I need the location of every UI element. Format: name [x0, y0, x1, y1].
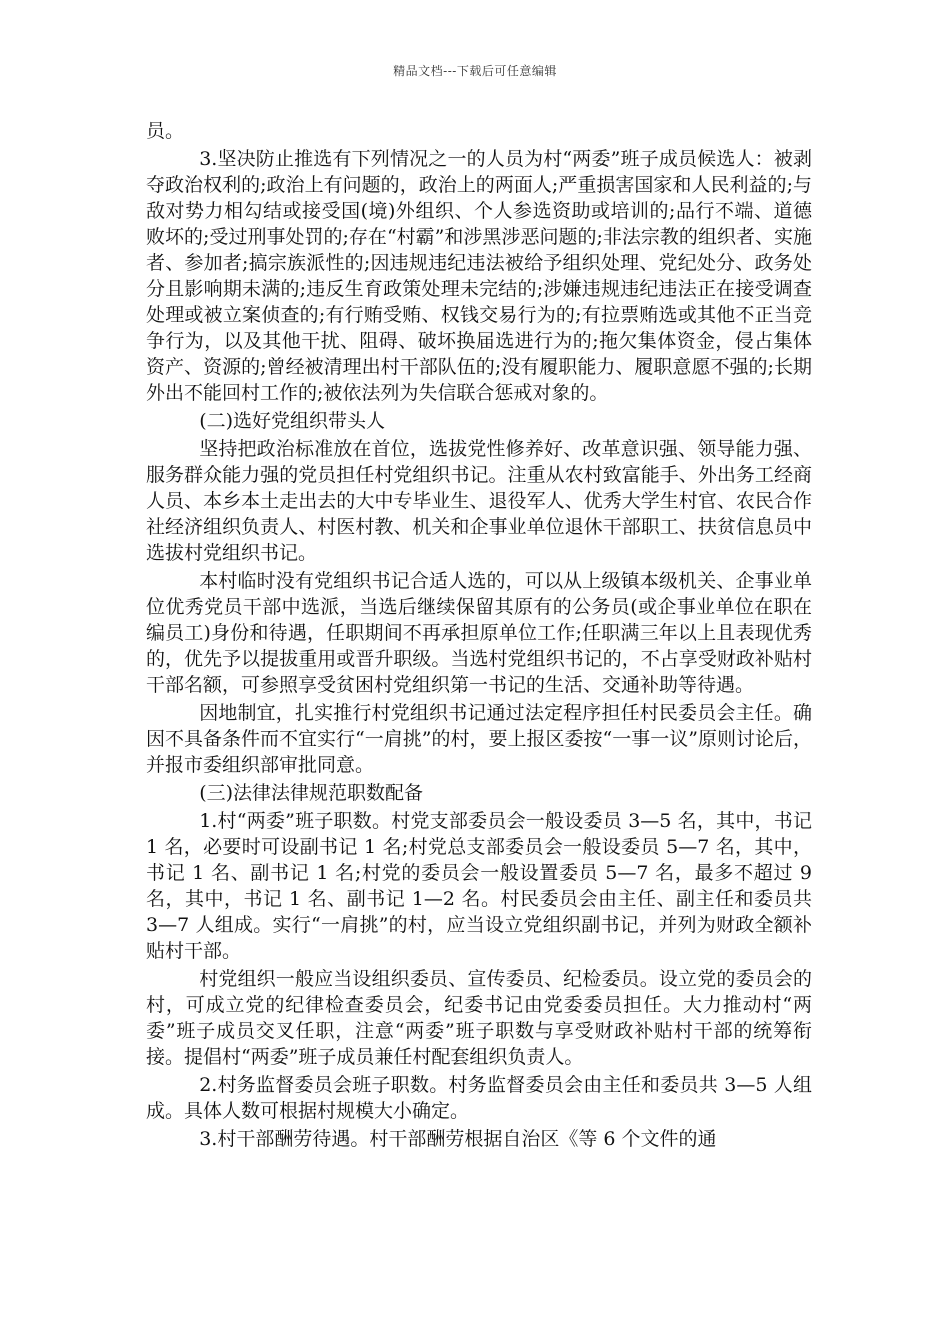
page-header: 精品文档---下载后可任意编辑	[393, 64, 557, 78]
document-body	[146, 118, 812, 1154]
paragraph-remuneration: 3.村干部酬劳待遇。村干部酬劳根据自治区《等 6 个文件的通	[199, 1128, 717, 1150]
paragraph-supervision-committee: 2.村务监督委员会班子职数。村务监督委员会由主任和委员共 3—5 人组成。具体人数可根据村规模大小确定。	[146, 1074, 812, 1122]
paragraph-temporary-secretary: 本村临时没有党组织书记合适人选的，可以从上级镇本级机关、企事业单位优秀党员干部中选派，当选后继续保留其原有的公务员(或企事业单位在职在编员工)身份和待遇，任职期间不再承担原单位工作;任职满三年以上且表现优秀的，优先予以提拔重用或晋升职级。当选村党组织书记的，不占享受财政补贴村干部名额，可参照享受贫困村党组织第一书记的生活、交通补助等待遇。	[146, 570, 812, 696]
paragraph-committee-seats: 1.村“两委”班子职数。村党支部委员会一般设委员 3—5 名，其中，书记 1 名，必要时可设副书记 1 名;村党总支部委员会一般设委员 5—7 名，其中，书记 1 名、副书记 1 名;村党的委员会一般设置委员 5—7 名，最多不超过 9 名，其中，书记 1 名、副书记 1—2 名。村民委员会由主任、副主任和委员共 3—7 人组成。实行“一肩挑”的村，应当设立党组织副书记，并列为财政全额补贴村干部。	[146, 810, 812, 962]
paragraph-committee-members: 村党组织一般应当设组织委员、宣传委员、纪检委员。设立党的委员会的村，可成立党的纪律检查委员会，纪委书记由党委委员担任。大力推动村“两委”班子成员交叉任职，注意“两委”班子职数与享受财政补贴村干部的统筹衔接。提倡村“两委”班子成员兼任村配套组织负责人。	[146, 968, 812, 1068]
paragraph-continuation: 员。	[146, 120, 185, 142]
section-heading-3: (三)法律法律规范职数配备	[199, 782, 424, 804]
paragraph-political-standard: 坚持把政治标准放在首位，选拔党性修养好、改革意识强、领导能力强、服务群众能力强的党员担任村党组织书记。注重从农村致富能手、外出务工经商人员、本乡本土走出去的大中专毕业生、退役军人、优秀大学生村官、农民合作社经济组织负责人、村医村教、机关和企事业单位退休干部职工、扶贫信息员中选拔村党组织书记。	[146, 438, 812, 564]
section-heading-2: (二)选好党组织带头人	[199, 410, 386, 432]
paragraph-candidate-restrictions: 3.坚决防止推选有下列情况之一的人员为村“两委”班子成员候选人：被剥夺政治权利的;政治上有问题的，政治上的两面人;严重损害国家和人民利益的;与敌对势力相勾结或接受国(境)外组织、个人参选资助或培训的;品行不端、道德败坏的;受过刑事处罚的;存在“村霸”和涉黑涉恶问题的;非法宗教的组织者、实施者、参加者;搞宗族派性的;因违规违纪违法被给予组织处理、党纪处分、政务处分且影响期未满的;违反生育政策处理未完结的;涉嫌违规违纪违法正在接受调查处理或被立案侦查的;有行贿受贿、权钱交易行为的;有拉票贿选或其他不正当竞争行为，以及其他干扰、阻碍、破坏换届选进行为的;拖欠集体资金，侵占集体资产、资源的;曾经被清理出村干部队伍的;没有履职能力、履职意愿不强的;长期外出不能回村工作的;被依法列为失信联合惩戒对象的。	[146, 148, 812, 404]
paragraph-one-shoulder: 因地制宜，扎实推行村党组织书记通过法定程序担任村民委员会主任。确因不具备条件而不宜实行“一肩挑”的村，要上报区委按“一事一议”原则讨论后，并报市委组织部审批同意。	[146, 702, 812, 776]
